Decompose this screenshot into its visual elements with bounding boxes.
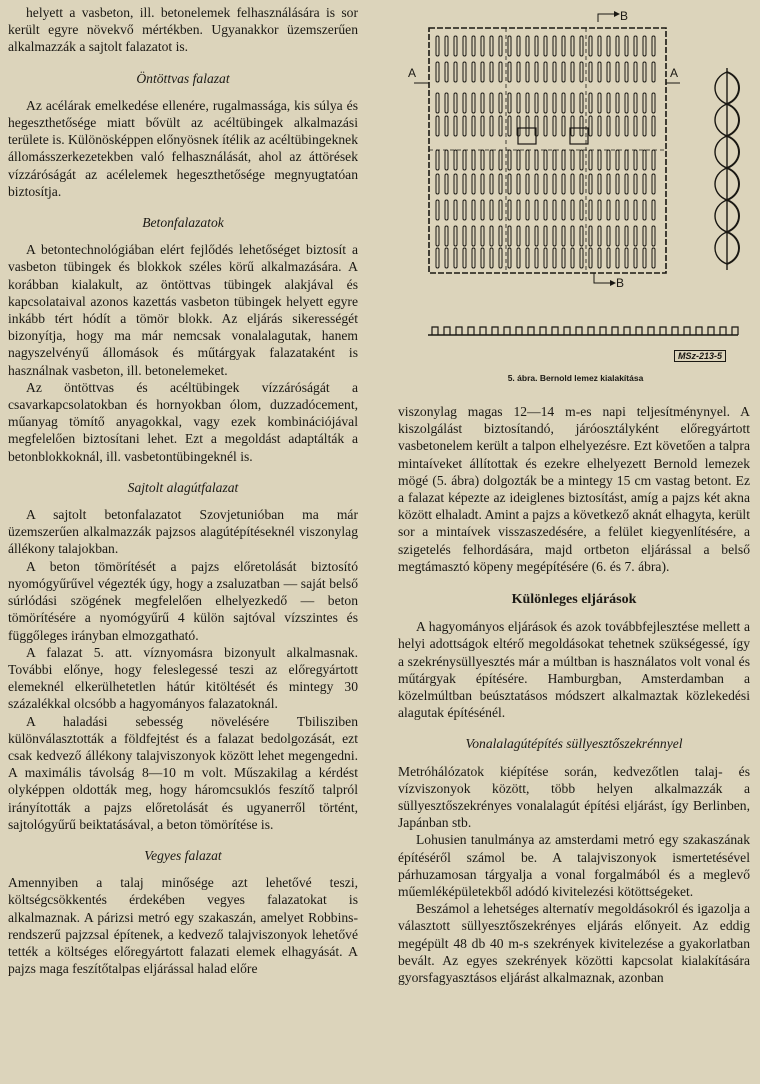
perforation-slot: [634, 174, 637, 194]
perforation-slot: [499, 62, 502, 82]
perforation-slot: [454, 248, 457, 268]
perforation-slot: [535, 62, 538, 82]
perforation-slot: [607, 62, 610, 82]
perforation-slot: [526, 116, 529, 136]
perforation-slot: [634, 116, 637, 136]
perforation-slot: [652, 150, 655, 170]
perforation-slot: [598, 93, 601, 113]
perforation-slot: [625, 62, 628, 82]
perforation-slot: [535, 174, 538, 194]
perforation-slot: [445, 226, 448, 246]
perforation-slot: [607, 200, 610, 220]
perforation-slot: [580, 116, 583, 136]
perforation-slot: [472, 248, 475, 268]
perforation-slot: [436, 174, 439, 194]
perforation-slot: [517, 248, 520, 268]
perforation-slot: [517, 62, 520, 82]
perforation-slot: [580, 248, 583, 268]
perforation-slot: [472, 93, 475, 113]
perforation-slot: [571, 226, 574, 246]
perforation-slot: [553, 150, 556, 170]
perforation-slot: [481, 174, 484, 194]
perforation-slot: [607, 174, 610, 194]
perforation-slot: [526, 93, 529, 113]
perforation-slot: [625, 150, 628, 170]
perforation-slot: [472, 62, 475, 82]
perforation-slot: [463, 150, 466, 170]
perforation-slot: [499, 200, 502, 220]
perforation-slot: [544, 226, 547, 246]
perforation-slot: [553, 116, 556, 136]
paragraph: Amennyiben a talaj minősége azt lehetővé teszi, költségcsökkentés érdekében vegyes falazatokat is alkalmaznak. A párizsi metró egy szakaszán, amelyet Robbins-rendszerű pajzzsal építenek, a kedvező talajviszonyok lehetővé tették a költséges előregyártott falazati elemek elhagyását. A pajzs maga feszítőtalpas eljárással halad előre: [8, 875, 358, 977]
section-label-a-left: A: [408, 66, 417, 80]
section-label-b-bottom: B: [616, 276, 625, 290]
perforation-slot: [580, 93, 583, 113]
perforation-slot: [616, 200, 619, 220]
perforation-slot: [598, 62, 601, 82]
paragraph: A haladási sebesség növelésére Tbilisziben különválasztották a földfejtést és a falazat bedolgozását, ezt csak kedvező állékony talajviszonyok között lehet megengedni. A maximális távolság 8—10 m volt. Műszakilag a kérdést olyképpen oldották meg, hogy háromcsuklós feszítő talpról irányították a pajzs előretolását és ugyanerről történt, sajtológyűrű beiktatásával, a beton tömörítése is.: [8, 713, 358, 832]
section-heading: Öntöttvas falazat: [136, 70, 230, 86]
figure-code: MSz-213-5: [674, 350, 726, 362]
perforation-slot: [634, 226, 637, 246]
perforation-slot: [562, 93, 565, 113]
paragraph: Az acélárak emelkedése ellenére, rugalmassága, kis súlya és hegeszthetősége miatt bővült az acéltübingek alkalmazási területe is. Különösképpen előnyösnek ítélik az acéltübingeknek állomásszerkezetekben való felhasználását, ahol az áttörések vízzáróságát az acélelemek hegeszthetősége megnyugtatóan biztosítja.: [8, 97, 358, 199]
perforation-slot: [616, 174, 619, 194]
perforation-slot: [562, 116, 565, 136]
paragraph: A sajtolt betonfalazatot Szovjetunióban ma már üzemszerűen alkalmazzák pajzsos alagútépítéseknél viszonylag állékony talajokban.: [8, 507, 358, 557]
perforation-slot: [517, 36, 520, 56]
perforation-slot: [562, 174, 565, 194]
perforation-slot: [562, 226, 565, 246]
perforation-slot: [634, 248, 637, 268]
perforation-slot: [544, 36, 547, 56]
perforation-slot: [616, 62, 619, 82]
perforation-slot: [508, 150, 511, 170]
perforation-slot: [481, 150, 484, 170]
perforation-slot: [436, 116, 439, 136]
perforation-slot: [481, 248, 484, 268]
plate-section-rib: [600, 327, 606, 335]
perforation-slot: [571, 174, 574, 194]
perforation-slot: [625, 174, 628, 194]
perforation-slot: [652, 248, 655, 268]
section-heading: Vonalalagútépítés süllyesztőszekrénnyel: [465, 736, 683, 752]
perforation-slot: [652, 200, 655, 220]
plate-section-rib: [444, 327, 450, 335]
perforation-slot: [517, 226, 520, 246]
perforation-slot: [535, 226, 538, 246]
perforation-slot: [463, 93, 466, 113]
paragraph: Az öntöttvas és acéltübingek vízzáróságát a csavarkapcsolatokban és hornyokban ólom, duzzadócement, műanyag tömítő anyagokkal, vagy ezek kombinációjával megfelelően biztosítani lehet. Ezt a megoldást adaptálták a betonblokkoknál, ill. vasbetontübingeknél is.: [8, 379, 358, 464]
plate-section-rib: [432, 327, 438, 335]
perforation-slot: [571, 248, 574, 268]
perforation-slot: [625, 248, 628, 268]
perforation-slot: [580, 200, 583, 220]
perforation-slot: [643, 174, 646, 194]
plate-section-rib: [648, 327, 654, 335]
perforation-slot: [445, 93, 448, 113]
perforation-slot: [598, 116, 601, 136]
perforation-slot: [616, 248, 619, 268]
perforation-slot: [643, 93, 646, 113]
perforation-slot: [490, 62, 493, 82]
perforation-slot: [553, 174, 556, 194]
perforation-slot: [544, 93, 547, 113]
plate-section-rib: [516, 327, 522, 335]
perforation-slot: [544, 174, 547, 194]
perforation-slot: [454, 200, 457, 220]
perforation-slot: [499, 174, 502, 194]
perforation-slot: [454, 36, 457, 56]
perforation-slot: [634, 200, 637, 220]
plate-section-rib: [612, 327, 618, 335]
perforation-slot: [499, 36, 502, 56]
perforation-slot: [652, 226, 655, 246]
perforation-slot: [517, 174, 520, 194]
perforation-slot: [517, 150, 520, 170]
perforation-slot: [589, 150, 592, 170]
plate-section-rib: [504, 327, 510, 335]
perforation-slot: [508, 248, 511, 268]
perforation-slot: [535, 248, 538, 268]
perforation-slot: [571, 116, 574, 136]
profile-wave: [715, 72, 727, 264]
perforation-slot: [553, 93, 556, 113]
perforation-slot: [607, 36, 610, 56]
perforation-slot: [436, 93, 439, 113]
perforation-slot: [499, 116, 502, 136]
perforation-slot: [643, 150, 646, 170]
paragraph: viszonylag magas 12—14 m-es napi teljesítménynyel. A kiszolgálást biztosítandó, járóosztályként előregyártott vasbetonelem került a talpon elhelyezésre. Ezt követően a talpra mintaíveket állítottak és ezekre elhelyezett Bernold lemezek mögé (5. ábra) dolgozták be a mintegy 15 cm vastag betont. Ez a falazat képezte az ideiglenes biztosítást, amíg a pajzs két akna között elhaladt. Amint a pajzs a következő aknát elhagyta, került sor a mintaívek visszaszedésére, a felület kiegyenlítésére, a szigetelés felhordására, majd ortbeton eljárással a belső megtámasztó köpeny megépítésére (6. és 7. ábra).: [398, 404, 750, 574]
perforation-slot: [643, 248, 646, 268]
perforation-slot: [562, 36, 565, 56]
perforation-slot: [499, 150, 502, 170]
perforation-slot: [553, 200, 556, 220]
perforation-slot: [436, 200, 439, 220]
perforation-slot: [463, 36, 466, 56]
perforation-slot: [445, 200, 448, 220]
perforation-slot: [598, 36, 601, 56]
perforation-slot: [445, 150, 448, 170]
perforation-slot: [598, 226, 601, 246]
plate-section-rib: [696, 327, 702, 335]
perforation-slot: [571, 62, 574, 82]
perforation-slot: [580, 36, 583, 56]
perforation-slot: [490, 36, 493, 56]
perforation-slot: [580, 62, 583, 82]
plate-section-rib: [708, 327, 714, 335]
figure-caption: 5. ábra. Bernold lemez kialakítása: [507, 373, 644, 383]
perforation-slot: [481, 93, 484, 113]
perforation-slot: [643, 116, 646, 136]
perforation-slot: [526, 248, 529, 268]
section-arrow-b-top: [598, 14, 614, 22]
perforation-slot: [634, 62, 637, 82]
plate-section-rib: [552, 327, 558, 335]
perforation-slot: [481, 226, 484, 246]
perforation-slot: [490, 150, 493, 170]
perforation-slot: [472, 150, 475, 170]
perforation-slot: [535, 36, 538, 56]
perforation-slot: [616, 150, 619, 170]
perforation-slot: [436, 150, 439, 170]
paragraph: A beton tömörítését a pajzs előretolását biztosító nyomógyűrűvel végezték úgy, hogy a zsaluzatban — saját belső súrlódási szögének megfelelően elhelyezkedő — beton tömörítésére a nyomógyűrű 4 külön sajtóval vízszintes és függőleges irányban elmozgatható.: [8, 558, 358, 643]
section-heading: Sajtolt alagútfalazat: [127, 479, 239, 495]
figure-drawing: [398, 0, 753, 370]
perforation-slot: [562, 150, 565, 170]
perforation-slot: [535, 200, 538, 220]
perforation-slot: [589, 116, 592, 136]
plate-section-rib: [588, 327, 594, 335]
perforation-slot: [526, 150, 529, 170]
perforation-slot: [445, 36, 448, 56]
perforation-slot: [625, 200, 628, 220]
perforation-slot: [526, 174, 529, 194]
perforation-slot: [463, 62, 466, 82]
perforation-slot: [589, 200, 592, 220]
perforation-slot: [445, 174, 448, 194]
perforation-slot: [598, 174, 601, 194]
perforation-slot: [454, 150, 457, 170]
perforation-slot: [589, 93, 592, 113]
perforation-slot: [634, 36, 637, 56]
paragraph: A betontechnológiában elért fejlődés lehetőséget biztosít a vasbeton tübingek és blokkok széles körű alkalmazására. A korábban kialakult, az öntöttvas tübingek alakjával és kapcsolataival azonos kazettás vasbeton tübingek helyett egyre inkább tért hódít a tömör blokk. Az eljárás sikerességét bizonyítja, hogy ma már nemcsak vonalalagutak, hanem nagyszelvényű állomások és műtárgyak falazataként is használnak vasbeton, ill. betonelemeket.: [8, 242, 358, 378]
perforation-slot: [535, 93, 538, 113]
perforation-slot: [643, 200, 646, 220]
perforation-slot: [652, 116, 655, 136]
perforation-slot: [625, 226, 628, 246]
perforation-slot: [526, 62, 529, 82]
perforation-slot: [472, 36, 475, 56]
perforation-slot: [616, 93, 619, 113]
perforation-slot: [580, 150, 583, 170]
perforation-slot: [481, 36, 484, 56]
plate-section-rib: [660, 327, 666, 335]
paragraph: Metróhálózatok kiépítése során, kedvezőtlen talaj- és vízviszonyok között, több helyen alkalmazzák a süllyesztőszekrényes vonalalagút építési eljárást, így Berlinben, Japánban stb.: [398, 763, 750, 831]
perforation-slot: [553, 36, 556, 56]
perforation-slot: [652, 93, 655, 113]
left-column: [8, 4, 358, 977]
paragraph: A hagyományos eljárások és azok továbbfejlesztése mellett a helyi adottságok eltérő megoldásokat tehetnek szükségessé, így a szekrénysüllyesztés már a múltban is használatos volt vonal és műtárgyak építésére. Hamburgban, Amsterdamban a közelmúltban beúsztatásos módszert alkalmaztak közlekedési alagutak építésénél.: [398, 619, 750, 721]
perforation-slot: [508, 226, 511, 246]
perforation-slot: [463, 200, 466, 220]
perforation-slot: [445, 248, 448, 268]
perforation-slot: [508, 62, 511, 82]
plate-section-rib: [468, 327, 474, 335]
perforation-slot: [625, 93, 628, 113]
perforation-slot: [643, 226, 646, 246]
perforation-slot: [571, 93, 574, 113]
perforation-slot: [598, 200, 601, 220]
perforation-slot: [490, 248, 493, 268]
perforation-slot: [607, 116, 610, 136]
perforation-slot: [598, 248, 601, 268]
perforation-slot: [607, 248, 610, 268]
section-label-b-top: B: [620, 9, 629, 23]
perforation-slot: [490, 174, 493, 194]
perforation-slot: [517, 200, 520, 220]
perforation-slot: [436, 248, 439, 268]
perforation-slot: [544, 200, 547, 220]
perforation-slot: [571, 200, 574, 220]
perforation-slot: [481, 62, 484, 82]
perforation-slot: [454, 62, 457, 82]
perforation-slot: [589, 248, 592, 268]
paragraph: helyett a vasbeton, ill. betonelemek felhasználására is sor került egyre növekvő mértékben. Ugyanakkor üzemszerűen alkalmazzák a sajtolt falazatot is.: [8, 5, 358, 55]
perforation-slot: [454, 226, 457, 246]
paragraph: Beszámol a lehetséges alternatív megoldásokról és igazolja a választott süllyesztőszekrényes eljárás előnyeit. Az eddig megépült 48 db 40 m-s szekrények kivitelezése a gyakorlatban bevált. Az egyes szekrények közötti kapcsolat kialakítására gyorsfagyasztásos eljárást alkalmaznak, azonban: [398, 901, 750, 986]
plate-section-rib: [492, 327, 498, 335]
perforation-slot: [544, 116, 547, 136]
perforation-slot: [481, 200, 484, 220]
perforation-slot: [472, 174, 475, 194]
perforation-slot: [508, 93, 511, 113]
perforation-slot: [598, 150, 601, 170]
perforation-slot: [481, 116, 484, 136]
perforation-slot: [553, 226, 556, 246]
perforation-slot: [634, 150, 637, 170]
perforation-slot: [463, 174, 466, 194]
plate-section-rib: [564, 327, 570, 335]
section-heading: Betonfalazatok: [142, 215, 224, 231]
perforation-slot: [616, 226, 619, 246]
plate-section-rib: [528, 327, 534, 335]
section-label-a-right: A: [670, 66, 679, 80]
plate-section-rib: [624, 327, 630, 335]
section-heading-bold: Különleges eljárások: [511, 592, 637, 608]
plate-section-rib: [456, 327, 462, 335]
plate-section-rib: [540, 327, 546, 335]
perforation-slot: [463, 226, 466, 246]
perforation-slot: [454, 174, 457, 194]
section-arrow-b-bottom: [594, 273, 610, 283]
perforation-slot: [643, 62, 646, 82]
perforation-slot: [562, 248, 565, 268]
perforation-slot: [589, 226, 592, 246]
perforation-slot: [526, 226, 529, 246]
plate-section-rib: [720, 327, 726, 335]
perforation-slot: [652, 36, 655, 56]
perforation-slot: [652, 174, 655, 194]
plate-section-rib: [672, 327, 678, 335]
perforation-slot: [571, 36, 574, 56]
perforation-slot: [607, 93, 610, 113]
perforation-slot: [553, 62, 556, 82]
perforation-slot: [436, 62, 439, 82]
perforation-slot: [616, 36, 619, 56]
perforation-slot: [499, 93, 502, 113]
perforation-slot: [589, 36, 592, 56]
perforation-slot: [490, 116, 493, 136]
perforation-slot: [472, 226, 475, 246]
perforation-slot: [580, 226, 583, 246]
paragraph: Lohusien tanulmánya az amsterdami metró egy szakaszának építéséről számol be. A talajviszonyok ismertetésével párhuzamosan tárgyalja a vonal forgalmából és a meglevő műemléképületekből adódó kivitelezési kötöttségeket.: [398, 832, 750, 900]
perforation-slot: [535, 150, 538, 170]
perforation-slot: [436, 36, 439, 56]
perforation-slot: [580, 174, 583, 194]
plate-section-rib: [480, 327, 486, 335]
perforation-slot: [526, 36, 529, 56]
perforation-slot: [544, 248, 547, 268]
perforation-slot: [508, 174, 511, 194]
perforation-slot: [589, 174, 592, 194]
plate-section-rib: [732, 327, 738, 335]
perforation-slot: [562, 62, 565, 82]
perforation-slot: [634, 93, 637, 113]
perforation-slot: [463, 248, 466, 268]
plate-section-rib: [636, 327, 642, 335]
perforation-slot: [625, 36, 628, 56]
section-heading: Vegyes falazat: [144, 847, 222, 863]
perforation-slot: [643, 36, 646, 56]
figure-bernold-plate: [398, 0, 753, 395]
perforation-slot: [436, 226, 439, 246]
right-column: [398, 403, 750, 986]
perforation-slot: [571, 150, 574, 170]
perforation-slot: [454, 93, 457, 113]
paragraph: A falazat 5. att. víznyomásra bizonyult alkalmasnak. További előnye, hogy feleslegessé teszi az előregyártott elemeknél elkerülhetetlen hátúr kitöltését és mintegy 30 százalékkal olcsóbb a hagyományos falazatoknál.: [8, 644, 358, 712]
perforation-slot: [445, 116, 448, 136]
plate-section-rib: [684, 327, 690, 335]
plate-section-rib: [576, 327, 582, 335]
perforation-slot: [517, 93, 520, 113]
perforation-slot: [562, 200, 565, 220]
perforation-slot: [544, 62, 547, 82]
perforation-slot: [625, 116, 628, 136]
perforation-slot: [463, 116, 466, 136]
perforation-slot: [490, 200, 493, 220]
perforation-slot: [454, 116, 457, 136]
perforation-slot: [508, 36, 511, 56]
perforation-slot: [499, 226, 502, 246]
perforation-slot: [553, 248, 556, 268]
perforation-slot: [490, 226, 493, 246]
perforation-slot: [445, 62, 448, 82]
perforation-slot: [508, 116, 511, 136]
perforation-slot: [472, 200, 475, 220]
perforation-slot: [544, 150, 547, 170]
perforation-slot: [616, 116, 619, 136]
perforation-slot: [490, 93, 493, 113]
perforation-slot: [652, 62, 655, 82]
perforation-slot: [589, 62, 592, 82]
perforation-slot: [526, 200, 529, 220]
perforation-slot: [607, 150, 610, 170]
perforation-slot: [508, 200, 511, 220]
perforation-slot: [607, 226, 610, 246]
perforation-slot: [499, 248, 502, 268]
perforation-slot: [472, 116, 475, 136]
